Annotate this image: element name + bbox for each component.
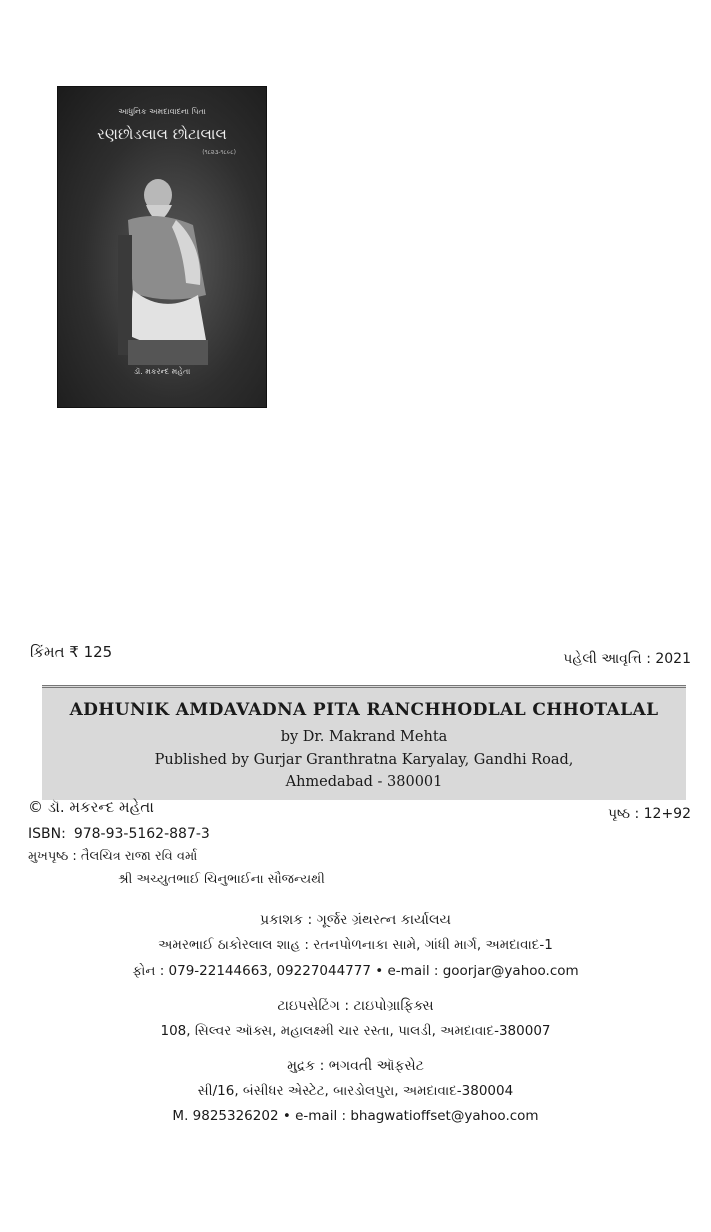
typesetting-address: 108, સિલ્વર ઑક્સ, મહાલક્ષ્મી ચાર રસ્તા, પાલડી, અમદાવાદ-380007 bbox=[160, 1023, 551, 1039]
english-author: by Dr. Makrand Mehta bbox=[280, 729, 448, 745]
cover-title: રણછોડલાલ છોટાલાલ bbox=[97, 125, 227, 143]
english-address: Ahmedabad - 380001 bbox=[285, 774, 443, 790]
cover-credit: મુખપૃષ્ઠ : તૈલચિત્ર રાજા રવિ વર્મા bbox=[28, 849, 198, 864]
isbn-label: ISBN: bbox=[28, 826, 66, 842]
cover-years: (૧૮૨૩-૧૮૯૮) bbox=[202, 149, 236, 156]
cover-credit-courtesy: શ્રી અચ્યુતભાઈ ચિનુભાઈના સૌજન્યથી bbox=[118, 872, 325, 887]
publisher-contact: ફોન : 079-22144663, 09227044777 • e-mail : goorjar@yahoo.com bbox=[132, 963, 579, 979]
printer-address: સી/16, બંસીધર એસ્ટેટ, બારડોલપુરા, અમદાવાદ-380004 bbox=[197, 1083, 514, 1099]
copyright: © ડૉ. મકરન્દ મહેતા bbox=[28, 798, 154, 816]
isbn bbox=[28, 826, 210, 842]
book-cover-image bbox=[57, 86, 267, 408]
cover-subtitle: આધુનિક અમદાવાદના પિતા bbox=[118, 107, 206, 116]
typesetting-heading: ટાઇપસેટિંગ : ટાઇપોગ્રાફિક્સ bbox=[277, 998, 434, 1014]
publisher-address: અમરભાઈ ઠાકોરલાલ શાહ : રતનપોળનાકા સામે, ગાંધી માર્ગ, અમદાવાદ-1 bbox=[158, 937, 553, 953]
seated-figure-illustration bbox=[88, 165, 238, 375]
isbn-number: 978-93-5162-887-3 bbox=[73, 826, 210, 842]
english-title: ADHUNIK AMDAVADNA PITA RANCHHODLAL CHHOTALAL bbox=[69, 700, 659, 720]
edition: પહેલી આવૃત્તિ : 2021 bbox=[563, 651, 691, 667]
page-count: પૃષ્ઠ : 12+92 bbox=[608, 806, 691, 822]
printer-heading: મુદ્રક : ભગવતી ઑફસેટ bbox=[287, 1058, 424, 1074]
english-publisher: Published by Gurjar Granthratna Karyalay, Gandhi Road, bbox=[154, 752, 574, 768]
cover-author: ડૉ. મકરન્દ મહેતા bbox=[133, 367, 191, 376]
printer-contact: M. 9825326202 • e-mail : bhagwatioffset@yahoo.com bbox=[172, 1108, 539, 1124]
english-imprint-box bbox=[42, 685, 686, 800]
price: કિંમત ₹ 125 bbox=[30, 643, 113, 661]
publisher-heading: પ્રકાશક : ગૂર્જર ગ્રંથરત્ન કાર્યાલય bbox=[259, 912, 452, 928]
